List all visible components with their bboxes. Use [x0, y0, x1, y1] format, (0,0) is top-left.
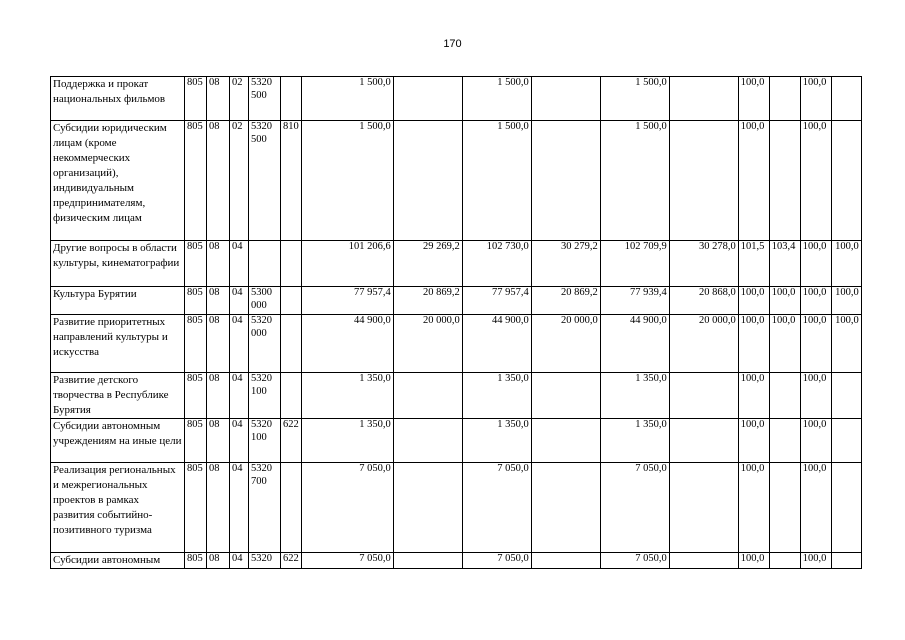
plan-cell: 7 050,0	[301, 553, 393, 569]
expense-type-cell	[281, 373, 302, 419]
percent-plan-cell: 100,0	[738, 77, 769, 121]
expense-type-cell: 810	[281, 121, 302, 241]
percent-refined-cell: 100,0	[800, 419, 831, 463]
execution-federal-cell: 20 868,0	[669, 287, 738, 315]
percent-plan-cell: 100,0	[738, 287, 769, 315]
refined-plan-federal-cell	[531, 121, 600, 241]
percent-plan-cell: 100,0	[738, 419, 769, 463]
section-code-cell: 08	[207, 241, 230, 287]
subsection-code-cell: 02	[230, 77, 249, 121]
percent-refined-cell: 100,0	[800, 77, 831, 121]
plan-federal-cell	[393, 121, 462, 241]
subsection-code-cell: 04	[230, 287, 249, 315]
row-name-cell: Культура Бурятии	[51, 287, 185, 315]
percent-plan-cell: 101,5	[738, 241, 769, 287]
refined-plan-federal-cell: 30 279,2	[531, 241, 600, 287]
refined-plan-federal-cell: 20 000,0	[531, 315, 600, 373]
plan-cell: 77 957,4	[301, 287, 393, 315]
percent-refined-cell: 100,0	[800, 373, 831, 419]
execution-cell: 1 350,0	[600, 373, 669, 419]
expense-type-cell: 622	[281, 553, 302, 569]
table-row	[51, 241, 862, 287]
percent-refined-federal-cell	[831, 121, 861, 241]
percent-plan-federal-cell: 103,4	[769, 241, 800, 287]
execution-federal-cell	[669, 121, 738, 241]
refined-plan-federal-cell	[531, 373, 600, 419]
row-name-cell: Реализация региональных и межрегиональных проектов в рамках развития событийно-позитивного туризма	[51, 463, 185, 553]
target-article-cell: 5320 100	[249, 419, 281, 463]
plan-cell: 1 500,0	[301, 77, 393, 121]
execution-cell: 77 939,4	[600, 287, 669, 315]
refined-plan-federal-cell	[531, 553, 600, 569]
budget-table	[50, 76, 862, 569]
percent-refined-federal-cell	[831, 463, 861, 553]
percent-refined-federal-cell: 100,0	[831, 287, 861, 315]
target-article-cell: 5320 700	[249, 463, 281, 553]
section-code-cell: 08	[207, 419, 230, 463]
section-code-cell: 08	[207, 463, 230, 553]
admin-code-cell: 805	[185, 241, 207, 287]
plan-federal-cell: 20 869,2	[393, 287, 462, 315]
plan-federal-cell	[393, 373, 462, 419]
plan-federal-cell	[393, 77, 462, 121]
row-name-cell: Развитие детского творчества в Республике Бурятия	[51, 373, 185, 419]
execution-federal-cell	[669, 419, 738, 463]
refined-plan-cell: 1 500,0	[462, 121, 531, 241]
subsection-code-cell: 04	[230, 241, 249, 287]
percent-refined-cell: 100,0	[800, 287, 831, 315]
subsection-code-cell: 04	[230, 553, 249, 569]
refined-plan-federal-cell: 20 869,2	[531, 287, 600, 315]
admin-code-cell: 805	[185, 463, 207, 553]
target-article-cell: 5320	[249, 553, 281, 569]
row-name-cell: Субсидии автономным учреждениям на иные цели	[51, 419, 185, 463]
percent-refined-federal-cell: 100,0	[831, 315, 861, 373]
section-code-cell: 08	[207, 77, 230, 121]
percent-refined-cell: 100,0	[800, 121, 831, 241]
table-row	[51, 121, 862, 241]
percent-plan-federal-cell	[769, 419, 800, 463]
target-article-cell: 5320 100	[249, 373, 281, 419]
plan-cell: 1 500,0	[301, 121, 393, 241]
percent-plan-federal-cell	[769, 553, 800, 569]
section-code-cell: 08	[207, 553, 230, 569]
refined-plan-federal-cell	[531, 463, 600, 553]
percent-refined-federal-cell: 100,0	[831, 241, 861, 287]
refined-plan-cell: 44 900,0	[462, 315, 531, 373]
plan-federal-cell: 29 269,2	[393, 241, 462, 287]
refined-plan-federal-cell	[531, 77, 600, 121]
percent-plan-federal-cell	[769, 121, 800, 241]
subsection-code-cell: 04	[230, 315, 249, 373]
row-name-cell: Субсидии юридическим лицам (кроме некоммерческих организаций), индивидуальным предпринимателям, физическим лицам	[51, 121, 185, 241]
plan-cell: 7 050,0	[301, 463, 393, 553]
row-name-cell: Субсидии автономным	[51, 553, 185, 569]
admin-code-cell: 805	[185, 121, 207, 241]
execution-federal-cell: 30 278,0	[669, 241, 738, 287]
section-code-cell: 08	[207, 373, 230, 419]
execution-cell: 1 350,0	[600, 419, 669, 463]
admin-code-cell: 805	[185, 553, 207, 569]
execution-cell: 7 050,0	[600, 553, 669, 569]
row-name-cell: Развитие приоритетных направлений культуры и искусства	[51, 315, 185, 373]
percent-plan-federal-cell: 100,0	[769, 315, 800, 373]
execution-federal-cell	[669, 463, 738, 553]
plan-cell: 101 206,6	[301, 241, 393, 287]
percent-refined-cell: 100,0	[800, 315, 831, 373]
expense-type-cell	[281, 77, 302, 121]
expense-type-cell	[281, 287, 302, 315]
percent-plan-federal-cell	[769, 463, 800, 553]
admin-code-cell: 805	[185, 419, 207, 463]
percent-plan-federal-cell: 100,0	[769, 287, 800, 315]
expense-type-cell: 622	[281, 419, 302, 463]
section-code-cell: 08	[207, 287, 230, 315]
section-code-cell: 08	[207, 121, 230, 241]
percent-refined-cell: 100,0	[800, 553, 831, 569]
refined-plan-cell: 1 350,0	[462, 419, 531, 463]
execution-federal-cell	[669, 553, 738, 569]
percent-refined-federal-cell	[831, 553, 861, 569]
expense-type-cell	[281, 315, 302, 373]
execution-federal-cell: 20 000,0	[669, 315, 738, 373]
percent-plan-federal-cell	[769, 373, 800, 419]
plan-federal-cell	[393, 553, 462, 569]
target-article-cell: 5320 500	[249, 121, 281, 241]
subsection-code-cell: 04	[230, 373, 249, 419]
percent-plan-cell: 100,0	[738, 373, 769, 419]
subsection-code-cell: 04	[230, 419, 249, 463]
row-name-cell: Поддержка и прокат национальных фильмов	[51, 77, 185, 121]
plan-cell: 1 350,0	[301, 373, 393, 419]
table-row	[51, 553, 862, 569]
expense-type-cell	[281, 241, 302, 287]
percent-refined-cell: 100,0	[800, 463, 831, 553]
target-article-cell	[249, 241, 281, 287]
execution-cell: 1 500,0	[600, 77, 669, 121]
target-article-cell: 5320 500	[249, 77, 281, 121]
percent-plan-federal-cell	[769, 77, 800, 121]
refined-plan-cell: 102 730,0	[462, 241, 531, 287]
admin-code-cell: 805	[185, 373, 207, 419]
refined-plan-federal-cell	[531, 419, 600, 463]
execution-cell: 44 900,0	[600, 315, 669, 373]
table-row	[51, 287, 862, 315]
admin-code-cell: 805	[185, 77, 207, 121]
row-name-cell: Другие вопросы в области культуры, кинематографии	[51, 241, 185, 287]
refined-plan-cell: 1 500,0	[462, 77, 531, 121]
percent-refined-federal-cell	[831, 77, 861, 121]
admin-code-cell: 805	[185, 315, 207, 373]
plan-federal-cell	[393, 463, 462, 553]
percent-plan-cell: 100,0	[738, 315, 769, 373]
subsection-code-cell: 02	[230, 121, 249, 241]
page-number: 170	[443, 38, 462, 50]
percent-refined-federal-cell	[831, 419, 861, 463]
table-row	[51, 373, 862, 419]
refined-plan-cell: 7 050,0	[462, 553, 531, 569]
plan-cell: 1 350,0	[301, 419, 393, 463]
plan-federal-cell: 20 000,0	[393, 315, 462, 373]
refined-plan-cell: 7 050,0	[462, 463, 531, 553]
admin-code-cell: 805	[185, 287, 207, 315]
plan-federal-cell	[393, 419, 462, 463]
target-article-cell: 5300 000	[249, 287, 281, 315]
expense-type-cell	[281, 463, 302, 553]
percent-plan-cell: 100,0	[738, 121, 769, 241]
table-row	[51, 463, 862, 553]
target-article-cell: 5320 000	[249, 315, 281, 373]
section-code-cell: 08	[207, 315, 230, 373]
percent-refined-cell: 100,0	[800, 241, 831, 287]
table-row	[51, 419, 862, 463]
percent-plan-cell: 100,0	[738, 463, 769, 553]
execution-federal-cell	[669, 77, 738, 121]
table-row	[51, 77, 862, 121]
table-body	[51, 77, 862, 569]
execution-cell: 7 050,0	[600, 463, 669, 553]
refined-plan-cell: 77 957,4	[462, 287, 531, 315]
plan-cell: 44 900,0	[301, 315, 393, 373]
execution-cell: 1 500,0	[600, 121, 669, 241]
refined-plan-cell: 1 350,0	[462, 373, 531, 419]
table-row	[51, 315, 862, 373]
execution-cell: 102 709,9	[600, 241, 669, 287]
subsection-code-cell: 04	[230, 463, 249, 553]
percent-refined-federal-cell	[831, 373, 861, 419]
percent-plan-cell: 100,0	[738, 553, 769, 569]
execution-federal-cell	[669, 373, 738, 419]
